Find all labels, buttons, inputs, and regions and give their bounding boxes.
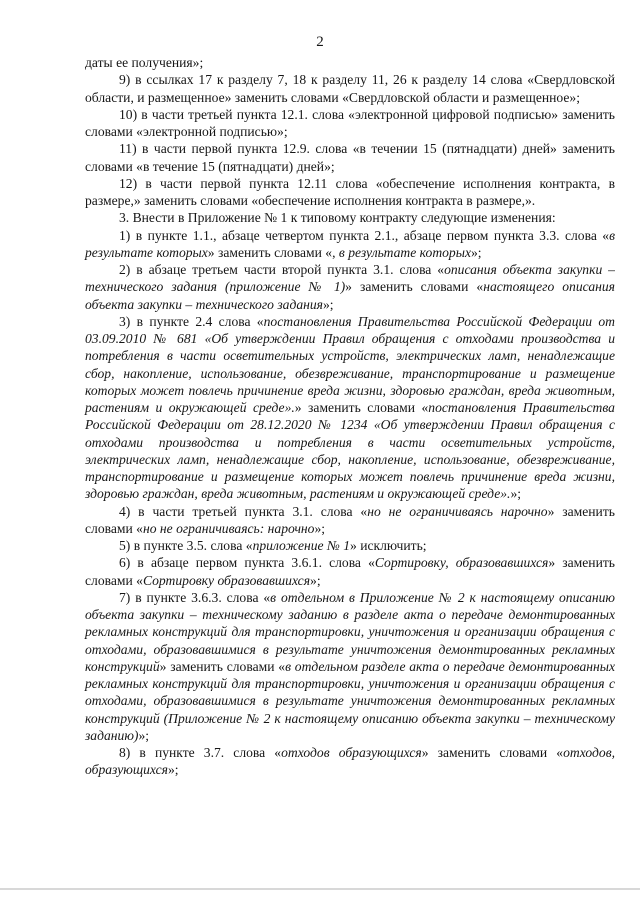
text-run: » заменить словами « [159, 658, 286, 674]
text-run: » заменить словами « [421, 745, 564, 760]
paragraph-p11 [85, 554, 615, 589]
text-run: 12) в части первой пункта 12.11 слова «обеспечение исполнения контракта, в размере,» заменить словами «обеспечение исполнения контракта в размере,». [85, 175, 615, 208]
paragraph-p0 [85, 54, 615, 71]
italic-quote-run: но не ограничиваясь нарочно [367, 503, 548, 519]
text-run: »; [167, 762, 179, 778]
text-run: »; [310, 572, 321, 588]
paragraph-p8 [85, 313, 615, 503]
text-run: »; [323, 296, 334, 312]
italic-quote-run: в результате которых [85, 227, 615, 260]
text-run: 6) в абзаце первом пункта 3.6.1. слова « [119, 555, 375, 571]
text-run: даты ее получения»; [85, 55, 204, 70]
paragraph-p4 [85, 175, 615, 210]
text-run: 5) в пункте 3.5. слова « [119, 538, 253, 553]
text-run: 9) в ссылках 17 к разделу 7, 18 к разделу 11, 26 к разделу 14 слова «Свердловской области, и размещенное» заменить словами «Свердловской области и размещенное»; [85, 72, 615, 105]
scan-edge-line [0, 888, 640, 890]
text-run: 7) в пункте 3.6.3. слова « [119, 589, 271, 605]
paragraph-p10 [85, 537, 615, 554]
text-run: » заменить словами « [85, 503, 615, 536]
paragraph-p7 [85, 261, 615, 313]
paragraph-p13 [85, 744, 615, 779]
italic-quote-run: постановления Правительства Российской Федерации от 03.09.2010 № 681 «Об утверждении Правил обращения с отходами производства и потребления в части осветительных устройств, электрических ламп, ненадлежащие сбор, накопление, использование, обезвреживание, транспортирование и размещение которых может повлечь причинение вреда жизни, здоровью граждан, вреда животным, растениям и окружающей среде». [85, 313, 615, 415]
paragraph-p12 [85, 589, 615, 744]
italic-quote-run: в результате которых [338, 244, 471, 260]
paragraph-p1 [85, 71, 615, 106]
text-run: »; [138, 727, 150, 743]
text-run: 4) в части третьей пункта 3.1. слова « [119, 503, 368, 519]
text-run: »; [510, 486, 522, 502]
paragraph-p6 [85, 227, 615, 262]
text-run: 2) в абзаце третьем части второй пункта 3.1. слова « [119, 262, 445, 277]
text-run: » заменить словами « [85, 555, 615, 588]
italic-quote-run: описания объекта закупки – технического задания (приложение № 1) [85, 262, 615, 295]
text-run: 1) в пункте 1.1., абзаце четвертом пункта 2.1., абзаце первом пункта 3.3. слова « [119, 227, 610, 243]
italic-quote-run: настоящего описания объекта закупки – технического задания [85, 279, 615, 312]
italic-quote-run: отходов образующихся [281, 745, 422, 760]
italic-quote-run: постановления Правительства Российской Федерации от 28.12.2020 № 1234 «Об утверждении Правил обращения с отходами производства и потребления в части осветительных устройств, электрических ламп, ненадлежащие сбор, накопление, использование, обезвреживание, транспортирование и размещение которых может повлечь причинение вреда жизни, здоровью граждан, вреда животным, растениям и окружающей среде». [85, 400, 615, 502]
text-run: »; [314, 520, 326, 536]
italic-quote-run: Сортировку образовавшихся [142, 572, 311, 588]
italic-quote-run: приложение № 1 [252, 538, 350, 553]
text-run: »; [470, 244, 482, 260]
italic-quote-run: но не ограничиваясь: нарочно [142, 520, 315, 536]
paragraph-p5 [85, 209, 615, 226]
paragraph-p9 [85, 503, 615, 538]
text-run: 10) в части третьей пункта 12.1. слова «электронной цифровой подписью» заменить словами «электронной подписью»; [85, 106, 615, 139]
text-run: 8) в пункте 3.7. слова « [119, 745, 282, 760]
text-run: » заменить словами « [294, 400, 429, 415]
paragraph-p3 [85, 140, 615, 175]
document-body [85, 54, 615, 779]
text-run: » заменить словами « [345, 279, 484, 295]
italic-quote-run: в отдельном в Приложение № 2 к настоящему описанию объекта закупки – техническому заданию в разделе акта о передаче демонтированных рекламных конструкций для транспортировки, уничтожения и организации обращения с отходами, образовавшимися в результате уничтожения демонтированных рекламных конструкций [85, 589, 615, 674]
paragraph-p2 [85, 106, 615, 141]
text-run: » заменить словами «, [207, 244, 339, 260]
text-run: 3) в пункте 2.4 слова « [119, 313, 264, 329]
italic-quote-run: в отдельном разделе акта о передаче демонтированных рекламных конструкций для транспортировки, уничтожения и организации обращения с отходами, образовавшимися в результате уничтожения демонтированных рекламных конструкций (Приложение № 2 к настоящему описанию объекта закупки – техническому заданию) [85, 658, 615, 743]
page-number: 2 [316, 34, 324, 50]
italic-quote-run: отходов, образующихся [85, 745, 615, 778]
text-run: » исключить; [350, 538, 427, 553]
text-run: 11) в части первой пункта 12.9. слова «в течении 15 (пятнадцати) дней» заменить словами «в течение 15 (пятнадцати) дней»; [85, 141, 615, 174]
italic-quote-run: Сортировку, образовавшихся [374, 555, 549, 571]
text-run: 3. Внести в Приложение № 1 к типовому контракту следующие изменения: [119, 210, 556, 226]
